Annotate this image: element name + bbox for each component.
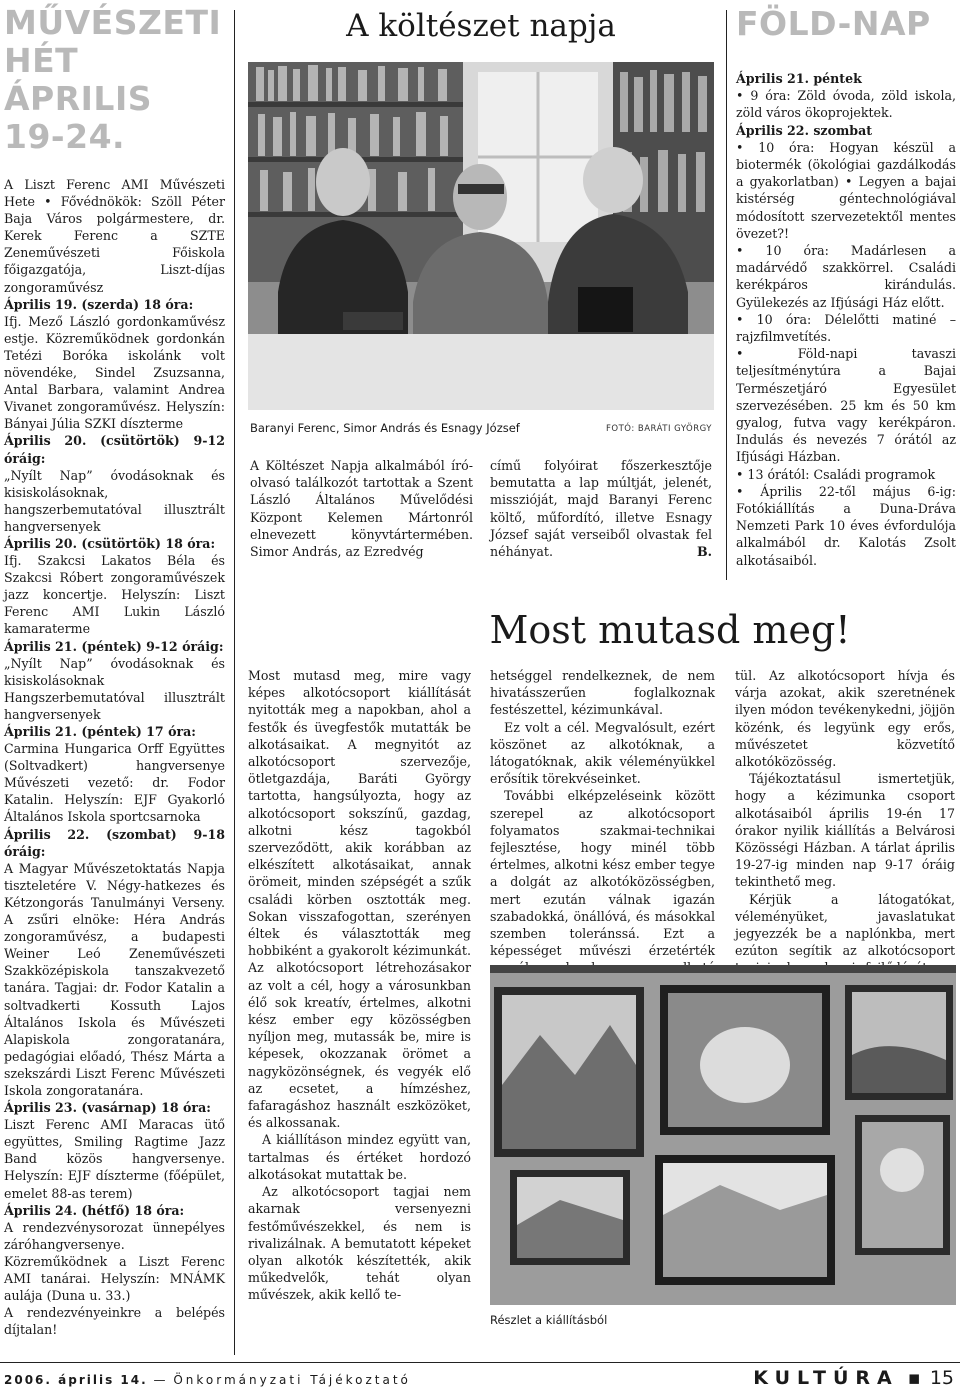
- exhibition-col-1-paragraph: Az alkotócsoport tagjai nem akarnak versenyezni festőművészekkel, és nem is rivalizálnak. A bemutatott képeket olyan alkotók készítették, akik műkedvelők, tehát olyan művészek, akik kellő te-: [248, 1184, 471, 1303]
- left-headline-line-1: MŰVÉSZETI: [4, 3, 222, 42]
- earth-day-paragraph: • 9 óra: Zöld óvoda, zöld iskola, zöld város ökoprojektek.: [736, 88, 956, 121]
- program-date-heading: Április 24. (hétfő) 18 óra:: [4, 1202, 185, 1218]
- earth-day-paragraph: • 10 óra: Madárlesen a madárvédő szakkörrel. Családi kerékpáros kirándulás. Gyülekezés az Ifjúsági Ház előtt.: [736, 243, 956, 310]
- exhibition-col-3-paragraph: tül. Az alkotócsoport hívja és várja azokat, akik szeretnének ilyen módon tevékenykedni, jöjjön közénk, és legyünk egy erős, művészetet közvetítő alkotóközösség.: [735, 668, 955, 770]
- footer-publication: Önkormányzati Tájékoztató: [173, 1373, 411, 1387]
- exhibition-col-1: [248, 667, 471, 1347]
- exhibition-col-3-paragraph: Tájékoztatásul ismertetjük, hogy a kézimunka csoport alkotásaiból április 19-én 17 órakor nyilik kiállítás a Belvárosi Közösségi Házban. A tárlat április 19-27-ig minden nap 9-17 óráig tekinthető meg.: [735, 771, 955, 890]
- divider-right: [726, 10, 727, 580]
- program-paragraph: A Magyar Művészetoktatás Napja tiszteletére V. Négy-hatkezes és Kétzongorás Tanulmányi Verseny. A zsűri elnöke: Héra András zongoraművész, a budapesti Weiner Leó Zeneművészeti Szakközépiskola tanszakvezető tanára. Tagjai: dr. Fodor Katalin a soltvadkerti Kossuth Lajos Általános Iskola és Művészeti Alapiskola zongoratanára, pedagógiai előadó, Thész Márta a szekszárdi Liszt Ferenc Művészeti Iskola zongoratanára.: [4, 860, 225, 1098]
- program-date-heading: Április 20. (csütörtök) 9-12 óráig:: [4, 433, 225, 466]
- footer-dash: —: [153, 1373, 174, 1387]
- program-date-heading: Április 19. (szerda) 18 óra:: [4, 296, 194, 312]
- poetry-photo: [248, 62, 714, 410]
- page-footer: [0, 1362, 960, 1397]
- left-body: [4, 176, 225, 1338]
- program-date-heading: Április 21. (péntek) 17 óra:: [4, 724, 196, 739]
- footer-date: 2006. április 14.: [4, 1373, 148, 1387]
- earth-day-paragraph: • 13 órától: Családi programok: [736, 466, 936, 482]
- program-paragraph: A rendezvényeinkre a belépés díjtalan!: [4, 1305, 225, 1338]
- footer-page-number: 15: [929, 1367, 954, 1389]
- footer-separator: ▪: [907, 1367, 921, 1389]
- earth-day-paragraph: • 10 óra: Hogyan készül a biotermék (ökológiai gazdálkodás a gyakorlatban) • Legyen a bajai kistérség géntechnológiával módosított szervezetektől mentes övezet?!: [736, 139, 956, 241]
- footer-section: KULTÚRA: [753, 1367, 899, 1389]
- exhibition-photo-caption: Részlet a kiállításból: [490, 1313, 608, 1327]
- program-date-heading: Április 23. (vasárnap) 18 óra:: [4, 1100, 211, 1116]
- exhibition-col-3-paragraph: Kérjük a látogatókat, véleményüket, javaslatukat jegyezzék be a naplónkba, mert ezúton segítik az alkotócsoport: [735, 891, 955, 959]
- program-paragraph: Ifj. Mező László gordonkaművész estje. Közreműködnek gordonkán Tetézi Boróka iskolánk volt növendéke, Sindel Zsuzsanna, Antal Barbara, valamint Andrea Vivanet zongoraművész. Helyszín: Bányai Júlia SZKI díszterme: [4, 313, 225, 432]
- left-column: [4, 0, 225, 1345]
- exhibition-col-1-paragraph: Most mutasd meg, mire vagy képes alkotócsoport kiállítását nyitották meg a napokban, ahol a festők és üvegfestők mutatták be alkotásaikat. A megnyitót az alkotócsoport szervezője, ötletgazdája, Baráti György tartotta, hangsúlyozta, hogy az alkotócsoport sokszínű, gazdag, alkotni kész tagokból szerveződött, akik korábban az elkészített alkotásaikat, annak örömeit, minden szépségét a szűk családi körben osztották meg. Sokan visszafogottan, szerényen éltek és választották meg hobbiként a gyakorolt kézimunkát. Az alkotócsoport létrehozásakor az volt a cél, hogy a városunkban élő sok kreatív, értelmes, alkotni kész ember egy közösségben nyíljon meg, mutassák be, mire is képesek, okozzanak örömet a nagyközönségnek, és vegyék elő az ecsetet, a hímzéshez, fafaragáshoz használt eszközöket, és alkossanak.: [248, 668, 471, 1131]
- program-paragraph: „Nyílt Nap” óvodásoknak és kisiskolásoknak Hangszerbemutatóval illusztrált hangversenyek: [4, 655, 225, 722]
- poetry-headline: A költészet napja: [346, 8, 616, 44]
- program-paragraph: Liszt Ferenc AMI Maracas ütő együttes, Smiling Ragtime Jazz Band közös hangversenye. Helyszín: EJF díszterme (főépület, emelet 88-as terem): [4, 1117, 225, 1201]
- footer-right: [753, 1367, 954, 1389]
- program-paragraph: Ifj. Szakcsi Lakatos Béla és Szakcsi Róbert zongoraművészek jazz koncertje. Helyszín: Liszt Ferenc AMI Lukin László kamaraterme: [4, 553, 225, 637]
- poetry-article-text-2-body: című folyóirat főszerkesztője bemutatta a lap múltját, jelenét, misszióját, majd Baranyi Ferenc költő, műfordító, illetve Esnagy József saját verseiből olvastak fel néhányat.: [490, 458, 712, 560]
- exhibition-photo: [490, 965, 956, 1305]
- poetry-article-text-1: A Költészet Napja alkalmából író-olvasó találkozót tartottak a Szent László Általános Művelődési Központ Kelemen Mártonról elnevezett könyvtártermében. Simor András, az Ezredvég: [250, 458, 473, 560]
- program-date-heading: Április 21. (péntek) 9-12 óráig:: [4, 638, 224, 654]
- exhibition-col-2-paragraph: Ez volt a cél. Megvalósult, ezért köszönet az alkotóknak, a látogatóknak, akik véleményükkel erősítik törekvéseinket.: [490, 719, 715, 787]
- earth-day-date-heading: Április 22. szombat: [736, 122, 873, 138]
- exhibition-col-2: [490, 667, 715, 957]
- poetry-photo-image: [248, 62, 714, 410]
- program-paragraph: A rendezvénysorozat ünnepélyes záróhangversenye. Közreműködnek a Liszt Ferenc AMI tanárai. Helyszín: MNÁMK aulája (Duna u. 33.): [4, 1219, 225, 1304]
- program-date-heading: Április 22. (szombat) 9-18 óráig:: [4, 826, 225, 859]
- poetry-article-col2: [490, 457, 712, 560]
- earth-day-paragraph: • Föld-napi tavaszi teljesítménytúra a Bajai Természetjáró Egyesület szervezésében. 25 km és 50 km gyalog, futva vagy kerékpáron. Indulás és nevezés 7 órától az Ifjúsági Házban.: [736, 346, 956, 465]
- earth-day-body: [736, 70, 956, 569]
- exhibition-col-1-body: [248, 667, 471, 1304]
- left-headline: [4, 4, 225, 156]
- poetry-photo-credit: FOTÓ: BARÁTI GYÖRGY: [606, 424, 712, 434]
- exhibition-col-2-paragraph: hetséggel rendelkeznek, de nem hivatásszerűen foglalkoznak festészettel, kézimunkával.: [490, 668, 715, 718]
- earth-day-date-heading: Április 21. péntek: [736, 71, 862, 86]
- program-paragraph: Carmina Hungarica Orff Együttes (Soltvadkert) hangversenye Művészeti vezető: dr. Fodor Katalin. Helyszín: EJF Gyakorló Általános Iskola sportcsarnoka: [4, 741, 225, 825]
- exhibition-col-2-paragraph: További elképzeléseink között szerepel az alkotócsoport folyamatos szakmai-technikai fejlesztése, hogy minél több értelmes, alkotni kész ember tegye a dolgát az alkotóközösségben, mert ezután válnak igazán szabadokká, önállóvá, és másokkal szemben toleránssá. Ezt a képességet művészi érzetérték: [490, 788, 715, 959]
- earth-day-headline: FÖLD-NAP: [736, 4, 931, 43]
- poetry-article-signature: B.: [696, 544, 712, 560]
- earth-day-paragraph: • Április 22-től május 6-ig: Fotókiállítás a Duna-Dráva Nemzeti Park 10 éves évfordulója alkalmából dr. Kalotás Zsolt alkotásaiból.: [736, 483, 956, 568]
- program-paragraph: A Liszt Ferenc AMI Művészeti Hete • Fővédnökök: Szöll Péter Baja Város polgármestere, dr. Kerek Ferenc a SZTE Zeneművészeti Főiskola főigazgatója, Liszt-díjas zongoraművész: [4, 177, 225, 295]
- earth-day-column: [736, 0, 956, 600]
- left-headline-line-3: ÁPRILIS 19-24.: [4, 79, 152, 156]
- exhibition-headline: Most mutasd meg!: [489, 608, 851, 652]
- exhibition-col-1-paragraph: A kiállításon mindez együtt van, tartalmas és értéket hordozó alkotásokat mutattak be.: [248, 1132, 471, 1182]
- divider-left: [234, 10, 235, 1355]
- left-headline-line-2: HÉT: [4, 41, 79, 80]
- poetry-photo-caption: Baranyi Ferenc, Simor András és Esnagy József: [250, 421, 520, 435]
- exhibition-col-2-body: [490, 667, 715, 1011]
- program-date-heading: Április 20. (csütörtök) 18 óra:: [4, 535, 216, 551]
- earth-day-paragraph: • 10 óra: Délelőtti matiné – rajzfilmvetítés.: [736, 311, 956, 345]
- exhibition-photo-image: [490, 965, 956, 1305]
- program-paragraph: „Nyílt Nap” óvodásoknak és kisiskolásoknak, hangszerbemutatóval illusztrált hangversenyek: [4, 467, 225, 534]
- footer-left: [4, 1373, 411, 1387]
- poetry-article: [246, 0, 716, 600]
- exhibition-col-3-body: [735, 667, 955, 994]
- poetry-article-text-2: [490, 457, 712, 560]
